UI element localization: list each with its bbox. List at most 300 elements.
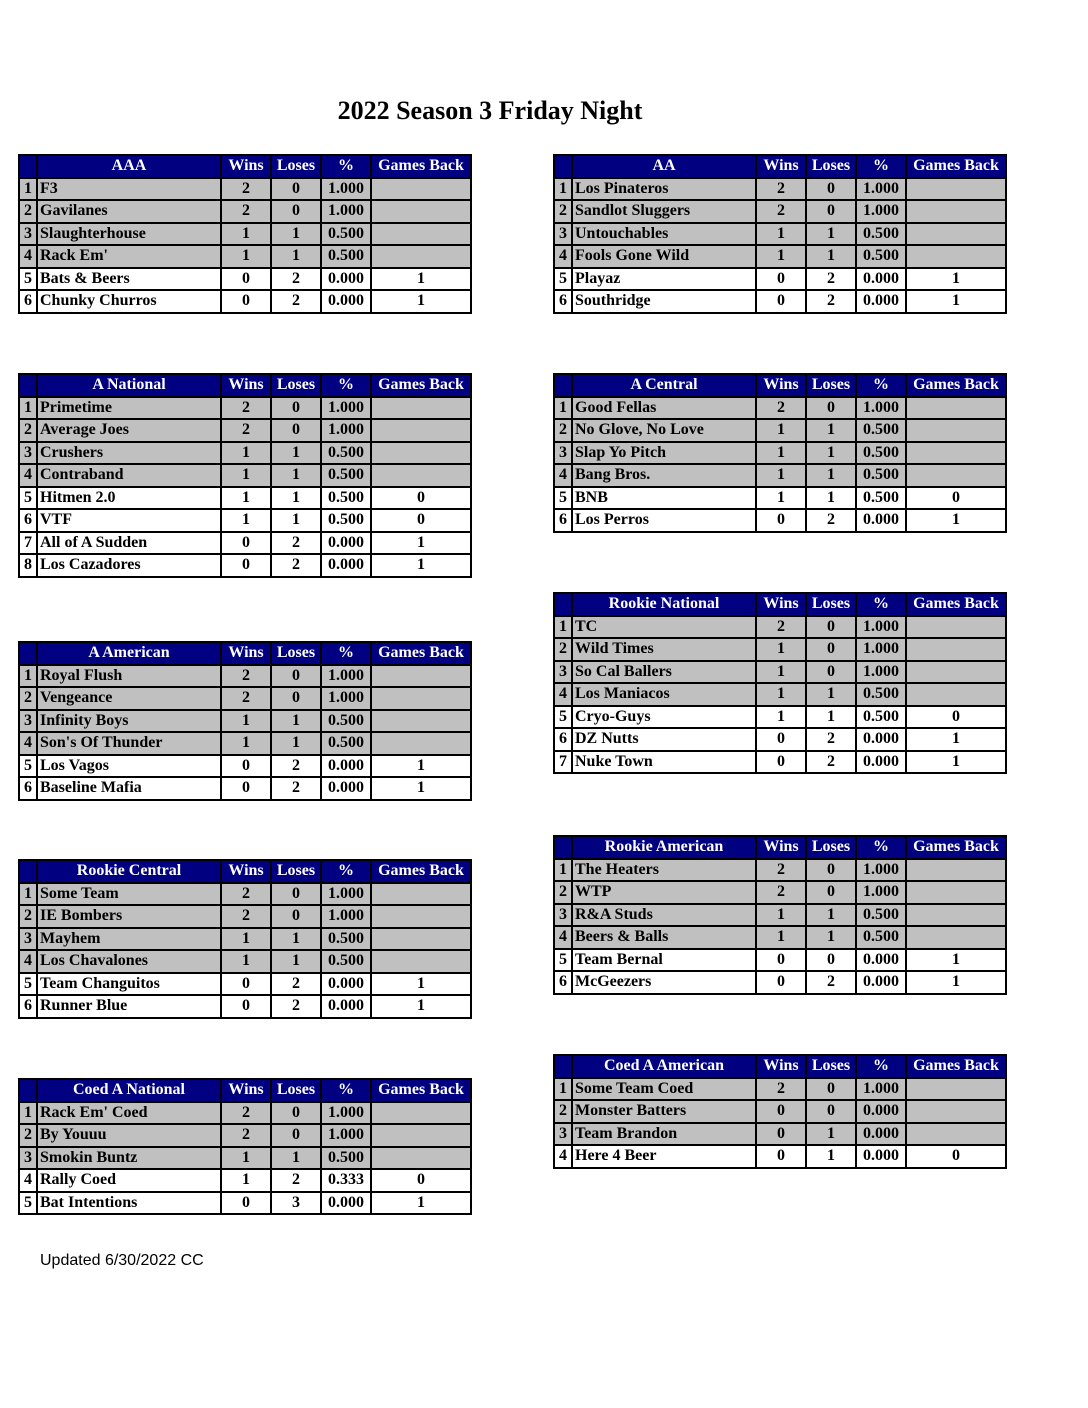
table-header-row [19,1079,471,1102]
rank-cell: 1 [554,859,572,882]
games-back-cell [906,245,1006,268]
rank-cell: 4 [19,950,37,973]
team-name-cell: F3 [37,178,221,201]
loses-cell: 2 [271,532,321,555]
wins-cell: 2 [221,200,271,223]
games-back-header: Games Back [906,155,1006,178]
pct-cell: 0.000 [856,949,906,972]
pct-cell: 0.500 [856,904,906,927]
games-back-cell: 0 [371,1169,471,1192]
table-row [19,532,471,555]
team-name-cell: Hitmen 2.0 [37,487,221,510]
pct-cell: 0.500 [321,487,371,510]
table-row [19,1192,471,1215]
team-name-cell: Here 4 Beer [572,1145,756,1168]
rank-header-cell [19,1079,37,1102]
table-row [554,926,1006,949]
table-row [19,487,471,510]
loses-cell: 1 [806,442,856,465]
games-back-cell: 1 [906,728,1006,751]
team-name-cell: Beers & Balls [572,926,756,949]
games-back-cell [906,683,1006,706]
wins-header: Wins [756,155,806,178]
table-row [19,1124,471,1147]
rank-header-cell [554,593,572,616]
loses-header: Loses [806,155,856,178]
table-row [554,397,1006,420]
pct-cell: 0.000 [321,1192,371,1215]
rank-cell: 4 [554,1145,572,1168]
rank-cell: 2 [19,419,37,442]
wins-cell: 1 [756,683,806,706]
pct-header: % [321,1079,371,1102]
standings-table-a-american [18,641,472,801]
games-back-cell [371,1102,471,1125]
rank-cell: 3 [554,1123,572,1146]
pct-cell: 0.500 [321,732,371,755]
team-name-cell: R&A Studs [572,904,756,927]
wins-cell: 1 [756,706,806,729]
team-name-cell: Royal Flush [37,665,221,688]
table-row [19,1169,471,1192]
loses-cell: 0 [271,905,321,928]
table-header-row [554,836,1006,859]
wins-cell: 2 [756,1078,806,1101]
games-back-cell [371,442,471,465]
loses-cell: 2 [271,268,321,291]
wins-cell: 1 [221,464,271,487]
division-name: A Central [572,374,756,397]
rank-cell: 2 [19,200,37,223]
table-header-row [19,155,471,178]
team-name-cell: Bang Bros. [572,464,756,487]
pct-cell: 0.000 [321,995,371,1018]
loses-cell: 1 [806,683,856,706]
games-back-cell: 1 [371,973,471,996]
wins-cell: 1 [221,245,271,268]
pct-header: % [321,642,371,665]
table-row [19,397,471,420]
wins-cell: 2 [756,178,806,201]
division-name: A American [37,642,221,665]
games-back-header: Games Back [371,1079,471,1102]
rank-cell: 7 [19,532,37,555]
wins-cell: 2 [756,397,806,420]
loses-header: Loses [271,374,321,397]
wins-cell: 0 [221,777,271,800]
loses-cell: 1 [806,223,856,246]
loses-cell: 1 [271,223,321,246]
games-back-cell [371,950,471,973]
table-header-row [554,374,1006,397]
loses-cell: 0 [806,616,856,639]
pct-cell: 1.000 [856,1078,906,1101]
wins-cell: 1 [756,419,806,442]
pct-header: % [321,860,371,883]
wins-cell: 0 [756,728,806,751]
loses-header: Loses [271,642,321,665]
standings-table-a-central [553,373,1007,533]
pct-header: % [321,155,371,178]
games-back-cell [371,200,471,223]
pct-cell: 0.000 [856,751,906,774]
rank-header-cell [554,374,572,397]
rank-cell: 3 [19,928,37,951]
games-back-header: Games Back [906,374,1006,397]
table-row [19,178,471,201]
wins-cell: 1 [756,223,806,246]
table-row [554,268,1006,291]
loses-cell: 2 [271,290,321,313]
rank-cell: 5 [554,268,572,291]
rank-cell: 2 [554,419,572,442]
team-name-cell: Monster Batters [572,1100,756,1123]
wins-cell: 2 [221,419,271,442]
rank-cell: 3 [554,904,572,927]
team-name-cell: VTF [37,509,221,532]
team-name-cell: All of A Sudden [37,532,221,555]
loses-cell: 0 [271,665,321,688]
team-name-cell: Team Brandon [572,1123,756,1146]
pct-cell: 1.000 [856,178,906,201]
rank-cell: 2 [554,1100,572,1123]
games-back-cell [906,661,1006,684]
team-name-cell: No Glove, No Love [572,419,756,442]
rank-cell: 3 [554,442,572,465]
wins-cell: 0 [756,1100,806,1123]
table-row [19,995,471,1018]
loses-cell: 2 [806,751,856,774]
table-row [19,905,471,928]
rank-cell: 3 [19,1147,37,1170]
loses-cell: 1 [271,487,321,510]
wins-cell: 1 [756,464,806,487]
wins-cell: 0 [756,509,806,532]
wins-cell: 2 [221,905,271,928]
wins-cell: 2 [221,665,271,688]
team-name-cell: McGeezers [572,971,756,994]
rank-cell: 5 [554,487,572,510]
team-name-cell: Smokin Buntz [37,1147,221,1170]
table-row [554,290,1006,313]
loses-cell: 1 [806,245,856,268]
loses-header: Loses [271,860,321,883]
games-back-cell: 0 [906,1145,1006,1168]
games-back-cell: 1 [906,268,1006,291]
page-title: 2022 Season 3 Friday Night [337,96,643,125]
games-back-cell [371,710,471,733]
table-row [554,1145,1006,1168]
wins-cell: 1 [221,928,271,951]
loses-cell: 0 [806,881,856,904]
team-name-cell: Good Fellas [572,397,756,420]
table-row [19,290,471,313]
rank-cell: 2 [19,1124,37,1147]
table-row [554,683,1006,706]
games-back-cell [906,1123,1006,1146]
wins-cell: 0 [756,1145,806,1168]
team-name-cell: Son's Of Thunder [37,732,221,755]
games-back-cell [906,397,1006,420]
table-row [554,1078,1006,1101]
pct-cell: 0.500 [856,926,906,949]
rank-cell: 6 [19,509,37,532]
loses-cell: 0 [806,949,856,972]
loses-cell: 0 [806,638,856,661]
division-name: Rookie American [572,836,756,859]
team-name-cell: Mayhem [37,928,221,951]
wins-cell: 1 [756,661,806,684]
team-name-cell: Los Chavalones [37,950,221,973]
games-back-cell [906,464,1006,487]
pct-cell: 1.000 [321,1102,371,1125]
rank-header-cell [19,155,37,178]
pct-cell: 0.500 [856,464,906,487]
loses-cell: 0 [271,883,321,906]
loses-cell: 1 [271,1147,321,1170]
division-name: Rookie Central [37,860,221,883]
pct-cell: 1.000 [856,661,906,684]
rank-cell: 5 [19,1192,37,1215]
wins-cell: 0 [756,971,806,994]
games-back-cell [371,1124,471,1147]
pct-cell: 1.000 [321,178,371,201]
table-row [554,1100,1006,1123]
pct-cell: 0.000 [856,1123,906,1146]
loses-cell: 2 [806,728,856,751]
pct-cell: 0.500 [856,245,906,268]
games-back-cell [906,638,1006,661]
wins-cell: 1 [221,1147,271,1170]
loses-cell: 2 [271,777,321,800]
loses-cell: 1 [271,245,321,268]
wins-cell: 0 [756,268,806,291]
pct-cell: 0.500 [321,1147,371,1170]
table-row [19,950,471,973]
pct-cell: 0.500 [321,223,371,246]
loses-cell: 0 [271,200,321,223]
pct-cell: 0.000 [856,1145,906,1168]
games-back-cell [371,732,471,755]
games-back-cell [371,464,471,487]
team-name-cell: Some Team [37,883,221,906]
pct-cell: 0.000 [856,971,906,994]
pct-cell: 1.000 [321,1124,371,1147]
table-header-row [554,155,1006,178]
games-back-cell [371,1147,471,1170]
loses-cell: 1 [806,487,856,510]
team-name-cell: Baseline Mafia [37,777,221,800]
loses-header: Loses [806,374,856,397]
table-row [554,1123,1006,1146]
loses-cell: 2 [271,1169,321,1192]
rank-cell: 2 [554,200,572,223]
wins-cell: 1 [756,638,806,661]
loses-cell: 0 [806,178,856,201]
rank-cell: 6 [19,290,37,313]
games-back-cell: 1 [371,268,471,291]
table-row [19,687,471,710]
pct-cell: 0.000 [321,268,371,291]
pct-cell: 0.500 [321,950,371,973]
rank-cell: 4 [19,245,37,268]
wins-cell: 2 [221,1102,271,1125]
games-back-cell [906,616,1006,639]
standings-table-aa [553,154,1007,314]
games-back-cell [371,687,471,710]
team-name-cell: Slap Yo Pitch [572,442,756,465]
rank-header-cell [554,1055,572,1078]
loses-cell: 1 [806,706,856,729]
team-name-cell: The Heaters [572,859,756,882]
rank-cell: 6 [554,290,572,313]
wins-cell: 0 [221,268,271,291]
pct-cell: 0.000 [321,290,371,313]
rank-cell: 6 [19,995,37,1018]
team-name-cell: Crushers [37,442,221,465]
team-name-cell: Nuke Town [572,751,756,774]
wins-header: Wins [756,1055,806,1078]
rank-cell: 6 [554,971,572,994]
wins-cell: 0 [756,1123,806,1146]
pct-cell: 0.500 [856,223,906,246]
wins-header: Wins [221,860,271,883]
games-back-cell [371,928,471,951]
games-back-cell [906,442,1006,465]
games-back-cell [906,881,1006,904]
wins-cell: 1 [221,487,271,510]
pct-cell: 1.000 [321,397,371,420]
pct-cell: 0.333 [321,1169,371,1192]
loses-cell: 2 [271,995,321,1018]
team-name-cell: Infinity Boys [37,710,221,733]
table-row [554,178,1006,201]
loses-header: Loses [806,593,856,616]
pct-header: % [856,593,906,616]
table-row [554,200,1006,223]
standings-table-rookie-american [553,835,1007,995]
pct-cell: 0.000 [856,728,906,751]
wins-header: Wins [221,155,271,178]
rank-cell: 6 [554,509,572,532]
team-name-cell: Some Team Coed [572,1078,756,1101]
games-back-cell [906,223,1006,246]
division-name: AAA [37,155,221,178]
pct-cell: 1.000 [856,881,906,904]
games-back-cell: 1 [371,777,471,800]
table-row [19,732,471,755]
table-row [19,973,471,996]
wins-cell: 1 [221,442,271,465]
wins-cell: 2 [221,1124,271,1147]
team-name-cell: By Youuu [37,1124,221,1147]
wins-cell: 0 [221,973,271,996]
rank-header-cell [554,155,572,178]
rank-cell: 4 [19,732,37,755]
rank-cell: 1 [19,665,37,688]
rank-cell: 4 [554,464,572,487]
games-back-cell [906,926,1006,949]
wins-cell: 0 [756,290,806,313]
standings-table-coed-a-american [553,1054,1007,1169]
games-back-cell: 1 [371,995,471,1018]
wins-cell: 0 [221,995,271,1018]
pct-cell: 0.000 [856,509,906,532]
rank-cell: 1 [554,178,572,201]
team-name-cell: Wild Times [572,638,756,661]
loses-cell: 0 [271,687,321,710]
rank-header-cell [19,860,37,883]
pct-cell: 0.500 [321,509,371,532]
team-name-cell: Team Bernal [572,949,756,972]
loses-header: Loses [806,836,856,859]
loses-cell: 1 [271,710,321,733]
table-row [554,971,1006,994]
table-row [554,904,1006,927]
games-back-cell [371,223,471,246]
games-back-cell: 1 [906,751,1006,774]
pct-cell: 0.500 [321,245,371,268]
loses-cell: 0 [271,397,321,420]
loses-cell: 2 [271,755,321,778]
division-name: Coed A National [37,1079,221,1102]
games-back-cell [371,178,471,201]
pct-cell: 1.000 [321,905,371,928]
loses-cell: 1 [271,464,321,487]
team-name-cell: Vengeance [37,687,221,710]
pct-cell: 0.500 [321,442,371,465]
table-row [554,509,1006,532]
team-name-cell: Sandlot Sluggers [572,200,756,223]
table-row [554,245,1006,268]
loses-cell: 1 [271,509,321,532]
rank-header-cell [19,374,37,397]
games-back-cell: 1 [906,971,1006,994]
rank-cell: 5 [19,487,37,510]
table-row [554,616,1006,639]
division-name: Coed A American [572,1055,756,1078]
table-row [554,223,1006,246]
wins-cell: 1 [756,442,806,465]
loses-cell: 1 [806,419,856,442]
team-name-cell: Cryo-Guys [572,706,756,729]
wins-header: Wins [756,836,806,859]
division-name: Rookie National [572,593,756,616]
standings-table-coed-a-national [18,1078,472,1215]
table-row [19,665,471,688]
games-back-cell: 0 [371,509,471,532]
wins-cell: 0 [221,1192,271,1215]
loses-cell: 1 [806,1123,856,1146]
team-name-cell: Primetime [37,397,221,420]
wins-cell: 1 [221,710,271,733]
wins-cell: 2 [221,687,271,710]
team-name-cell: Fools Gone Wild [572,245,756,268]
games-back-cell [906,859,1006,882]
loses-cell: 3 [271,1192,321,1215]
table-row [554,638,1006,661]
rank-cell: 1 [19,397,37,420]
pct-cell: 0.000 [321,532,371,555]
pct-cell: 1.000 [321,883,371,906]
table-header-row [19,374,471,397]
games-back-cell [906,419,1006,442]
table-row [554,419,1006,442]
pct-cell: 0.000 [321,777,371,800]
rank-cell: 4 [554,245,572,268]
rank-cell: 3 [19,223,37,246]
pct-cell: 1.000 [856,859,906,882]
